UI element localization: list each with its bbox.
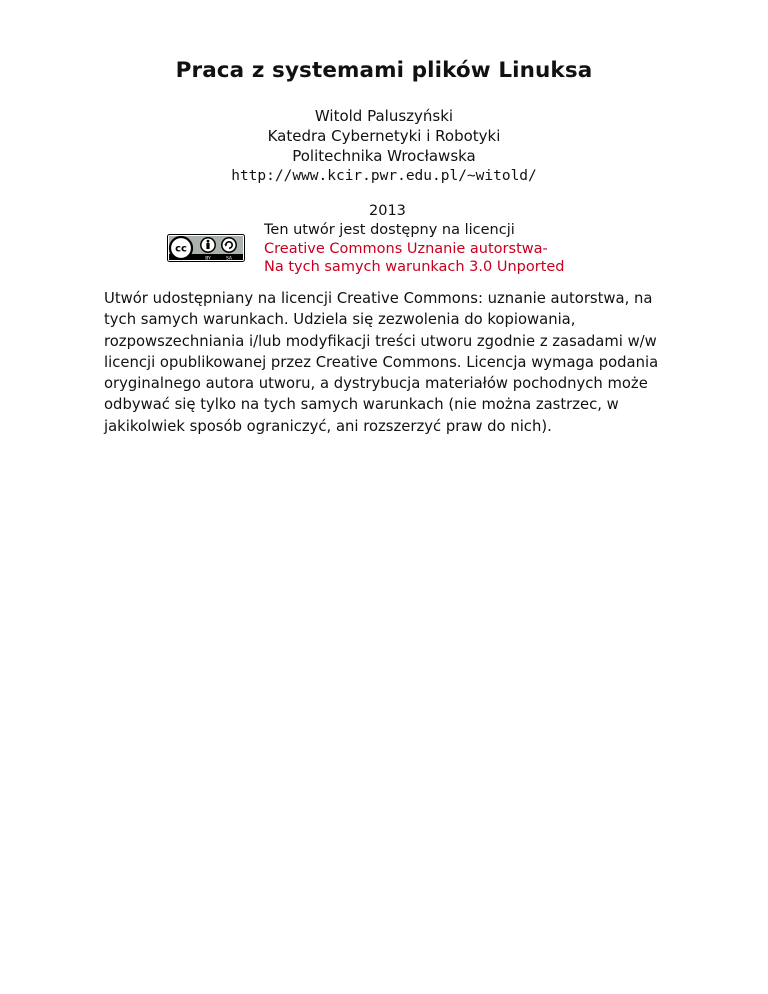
cc-by-sa-badge-icon[interactable]	[167, 234, 245, 262]
license-year: 2013	[369, 203, 406, 219]
author-block	[0, 106, 768, 186]
badge-cc-label: cc	[175, 243, 187, 255]
license-link-line1[interactable]: Creative Commons Uznanie autorstwa-	[264, 240, 548, 257]
license-link-line2[interactable]: Na tych samych warunkach 3.0 Unported	[264, 259, 565, 275]
badge-sa-label: SA	[225, 256, 233, 262]
document-title: Praca z systemami plików Linuksa	[175, 58, 593, 83]
license-statement	[264, 221, 565, 277]
license-intro: Ten utwór jest dostępny na licencji	[264, 222, 515, 238]
badge-by-label: BY	[205, 256, 211, 262]
author-institution: Politechnika Wrocławska	[292, 147, 476, 165]
author-url[interactable]: http://www.kcir.pwr.edu.pl/~witold/	[231, 168, 537, 184]
author-department: Katedra Cybernetyki i Robotyki	[267, 127, 501, 145]
license-paragraph: Utwór udostępniany na licencji Creative Commons: uznanie autorstwa, na tych samych warunkach. Udziela się zezwolenia do kopiowania, rozpowszechniania i/lub modyfikacji treści utworu zgodnie z zasadami w/w licencji opublikowanej przez Creative Commons. Licencja wymaga podania oryginalnego autora utworu, a dystrybucja materiałów pochodnych może odbywać się tylko na tych samych warunkach (nie można zastrzec, w jakikolwiek sposób ograniczyć, ani rozszerzyć praw do nich).	[104, 290, 659, 435]
author-name: Witold Paluszyński	[314, 107, 454, 125]
